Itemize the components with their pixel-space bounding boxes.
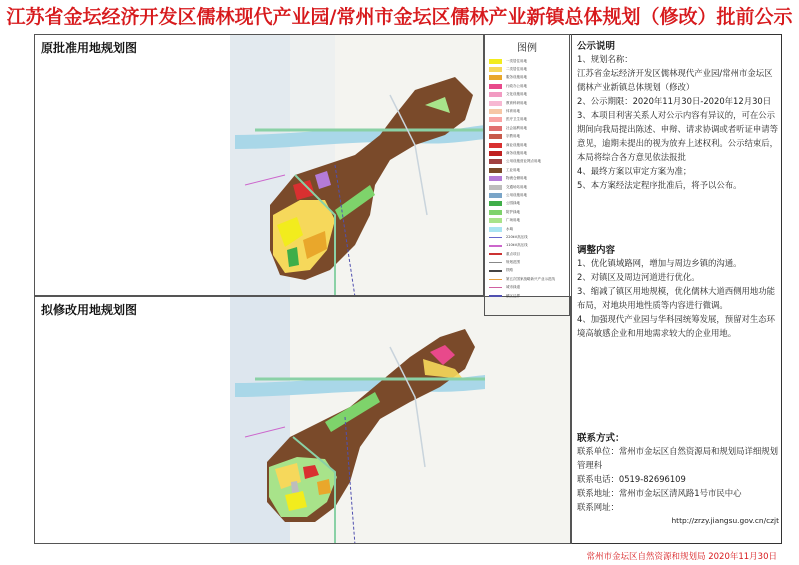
legend xyxy=(484,34,570,316)
legend-items xyxy=(485,57,569,300)
legend-line-item xyxy=(485,267,569,275)
legend-swatch xyxy=(489,227,502,232)
contact-unit-value: 常州市金坛区自然资源局和规划局详细规划管理科 xyxy=(577,446,778,470)
adjust-item-4: 4、加强现代产业园与华科园统筹发展，预留对生态环境高敏感企业和用地需求较大的企业用地。 xyxy=(577,314,775,338)
legend-swatch xyxy=(489,151,502,156)
original-plan-map xyxy=(35,35,484,296)
legend-label: 文化设施用地 xyxy=(506,92,527,97)
adjust-item-3: 3、缩减了镇区用地规模，优化儒林大道西侧用地功能布局，对地块用地性质等内容进行微调。 xyxy=(577,286,775,310)
adjust-heading: 调整内容 xyxy=(577,245,616,256)
legend-swatch xyxy=(489,168,502,173)
legend-line-swatch xyxy=(489,287,502,289)
legend-line-item xyxy=(485,242,569,250)
contact-heading: 联系方式： xyxy=(577,433,625,444)
legend-item xyxy=(485,107,569,115)
legend-swatch xyxy=(489,159,502,164)
contact-web-link[interactable]: http://zrzy.jiangsu.gov.cn/czjt xyxy=(671,516,779,525)
legend-line-item xyxy=(485,233,569,241)
contact-unit-label: 联系单位： xyxy=(577,446,619,456)
contact-unit xyxy=(577,444,779,472)
legend-label: 重点项目 xyxy=(506,251,520,256)
legend-item xyxy=(485,174,569,182)
legend-line-item xyxy=(485,250,569,258)
legend-item xyxy=(485,166,569,174)
contact-phone-label: 联系电话： xyxy=(577,474,619,484)
legend-swatch xyxy=(489,185,502,190)
legend-item xyxy=(485,149,569,157)
legend-item xyxy=(485,191,569,199)
legend-swatch xyxy=(489,109,502,114)
original-plan-title: 原批准用地规划图 xyxy=(41,41,138,55)
legend-swatch xyxy=(489,176,502,181)
legend-item xyxy=(485,183,569,191)
legend-label: 公用设施营业网点用地 xyxy=(506,159,541,164)
legend-line-item xyxy=(485,284,569,292)
legend-item xyxy=(485,116,569,124)
legend-label: 体育用地 xyxy=(506,109,520,114)
notice-item-1: 1、规划名称： xyxy=(577,54,633,64)
legend-label: 社会福利用地 xyxy=(506,125,527,130)
legend-label: 城市绿道 xyxy=(506,285,520,290)
revised-plan-title: 拟修改用地规划图 xyxy=(41,303,138,317)
contact-web-row xyxy=(577,514,779,528)
legend-line-item xyxy=(485,275,569,283)
legend-item xyxy=(485,124,569,132)
legend-label: 110kV高压线 xyxy=(506,243,528,248)
legend-swatch xyxy=(489,193,502,198)
legend-item xyxy=(485,133,569,141)
footer-signature: 常州市金坛区自然资源和规划局 2020年11月30日 xyxy=(586,552,777,562)
legend-item xyxy=(485,99,569,107)
legend-label: 水域 xyxy=(506,226,513,231)
legend-swatch xyxy=(489,67,502,72)
notice-column xyxy=(571,34,782,544)
legend-item xyxy=(485,200,569,208)
contact-address-value: 常州市金坛区清风路1号市民中心 xyxy=(618,488,742,498)
legend-label: 医疗卫生用地 xyxy=(506,117,527,122)
notice-item-2: 2、公示期限：2020年11月30日-2020年12月30日 xyxy=(577,96,772,106)
contact-address-label: 联系地址： xyxy=(577,488,619,498)
legend-swatch xyxy=(489,84,502,89)
legend-label: 交通场站用地 xyxy=(506,184,527,189)
legend-item xyxy=(485,91,569,99)
legend-line-swatch xyxy=(489,237,502,239)
notice-item-4: 4、最终方案以审定方案为准； xyxy=(577,166,692,176)
legend-line-swatch xyxy=(489,262,502,264)
legend-line-swatch xyxy=(489,279,502,281)
legend-label: 服务设施用地 xyxy=(506,75,527,80)
contact-phone xyxy=(577,472,779,486)
legend-item xyxy=(485,57,569,65)
legend-label: 第五次国家战略新兴产业示范线 xyxy=(506,276,555,281)
contact-address xyxy=(577,486,779,500)
legend-line-item xyxy=(485,258,569,266)
legend-label: 镇区边界 xyxy=(506,293,520,298)
legend-swatch xyxy=(489,201,502,206)
legend-label: 公园绿地 xyxy=(506,201,520,206)
legend-label: 公用设施用地 xyxy=(506,192,527,197)
legend-item xyxy=(485,208,569,216)
legend-item xyxy=(485,216,569,224)
legend-item xyxy=(485,225,569,233)
legend-label: 规划范围 xyxy=(506,260,520,265)
legend-item xyxy=(485,82,569,90)
legend-swatch xyxy=(489,126,502,131)
legend-item xyxy=(485,141,569,149)
legend-line-swatch xyxy=(489,245,502,247)
legend-item xyxy=(485,65,569,73)
legend-label: 二类居住用地 xyxy=(506,67,527,72)
legend-label: 商业设施用地 xyxy=(506,142,527,147)
legend-title: 图例 xyxy=(517,43,537,54)
legend-label: 商务设施用地 xyxy=(506,150,527,155)
notice-heading: 公示说明 xyxy=(577,41,616,52)
legend-label: 220kV高压线 xyxy=(506,234,528,239)
legend-line-item xyxy=(485,292,569,300)
page-title: 江苏省金坛经济开发区儒林现代产业园/常州市金坛区儒林产业新镇总体规划（修改）批前公示 xyxy=(6,6,793,28)
legend-label: 工业用地 xyxy=(506,167,520,172)
legend-swatch xyxy=(489,75,502,80)
adjust-item-1: 1、优化镇域路网，增加与周边乡镇的沟通。 xyxy=(577,258,742,268)
contact-phone-value: 0519-82696109 xyxy=(618,474,686,484)
revised-plan-map xyxy=(35,297,571,544)
legend-swatch xyxy=(489,117,502,122)
legend-label: 一类居住用地 xyxy=(506,58,527,63)
legend-swatch xyxy=(489,101,502,106)
legend-label: 教育科研用地 xyxy=(506,100,527,105)
notice-plan-name: 江苏省金坛经济开发区儒林现代产业园/常州市金坛区儒林产业新镇总体规划（修改） xyxy=(577,68,773,92)
legend-line-swatch xyxy=(489,295,502,297)
legend-swatch xyxy=(489,134,502,139)
legend-swatch xyxy=(489,143,502,148)
legend-swatch xyxy=(489,92,502,97)
contact-web-label: 联系网址： xyxy=(577,502,619,512)
legend-line-swatch xyxy=(489,270,502,272)
contact-web xyxy=(577,500,779,514)
legend-line-swatch xyxy=(489,253,502,255)
adjust-item-2: 2、对镇区及周边河道进行优化。 xyxy=(577,272,700,282)
legend-swatch xyxy=(489,59,502,64)
notice-item-3: 3、本项目利害关系人对公示内容有异议的，可在公示期间向我局提出陈述、申辩、请求协调或者听证申请等意见，逾期未提出的视为放弃上述权利。公示结束后，本局将综合各方意见依法报批 xyxy=(577,110,778,162)
legend-label: 防护绿地 xyxy=(506,209,520,214)
legend-label: 行政办公用地 xyxy=(506,83,527,88)
legend-swatch xyxy=(489,210,502,215)
legend-label: 物流仓储用地 xyxy=(506,176,527,181)
legend-item xyxy=(485,74,569,82)
legend-label: 铁路 xyxy=(506,268,513,273)
legend-label: 宗教用地 xyxy=(506,134,520,139)
original-plan-panel xyxy=(34,34,484,296)
legend-label: 广场用地 xyxy=(506,218,520,223)
legend-item xyxy=(485,158,569,166)
legend-swatch xyxy=(489,218,502,223)
notice-item-5: 5、本方案经法定程序批准后，将予以公布。 xyxy=(577,180,742,190)
